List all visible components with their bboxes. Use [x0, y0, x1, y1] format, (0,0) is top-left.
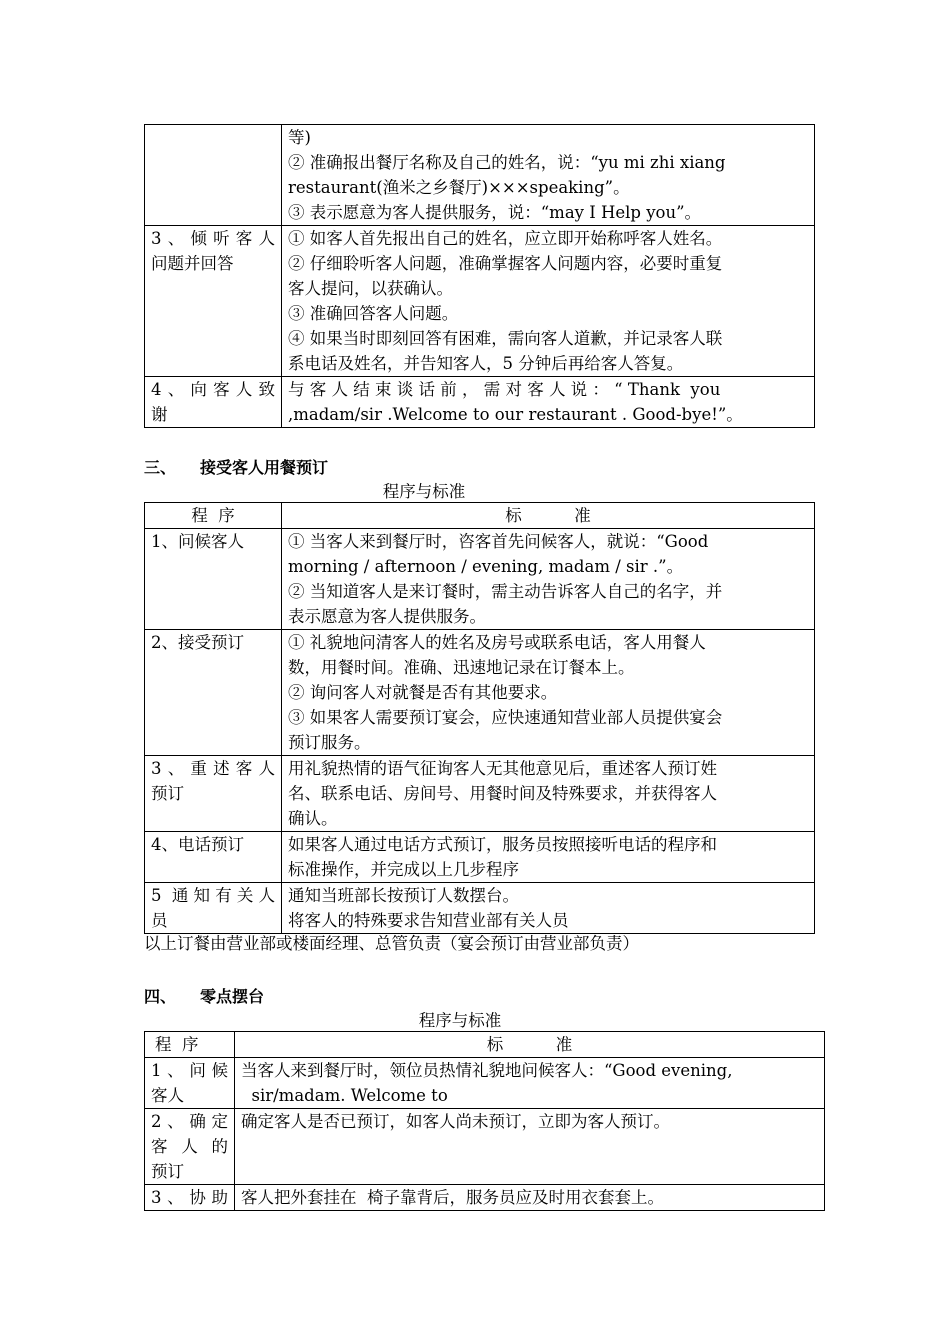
- standard-cell: 确定客人是否已预订，如客人尚未预订，立即为客人预订。: [235, 1109, 825, 1185]
- table-row: [145, 630, 815, 756]
- standard-cell: 等) ② 准确报出餐厅名称及自己的姓名，说：“yu mi zhi xiang restaurant(渔米之乡餐厅)×××speaking”。 ③ 表示愿意为客人提供服务，说：“may I Help you”。: [282, 125, 815, 226]
- section-title: 接受客人用餐预订: [200, 458, 329, 477]
- table-row: [145, 529, 815, 630]
- table-row: [145, 1185, 825, 1211]
- procedure-cell: 4、向客人致 谢: [145, 377, 282, 428]
- table-row: [145, 756, 815, 832]
- table-row: [145, 1058, 825, 1109]
- standard-cell: ① 如客人首先报出自己的姓名，应立即开始称呼客人姓名。 ② 仔细聆听客人问题，准确掌握客人问题内容，必要时重复 客人提问，以获确认。 ③ 准确回答客人问题。 ④ 如果当时即刻回答有困难，需向客人道歉，并记录客人联 系电话及姓名，并告知客人，5 分钟后再给客人答复。: [282, 226, 815, 377]
- procedure-cell: 2、确定 客 人 的 预订: [145, 1109, 235, 1185]
- standard-cell: ① 礼貌地问清客人的姓名及房号或联系电话，客人用餐人 数，用餐时间。准确、迅速地记录在订餐本上。 ② 询问客人对就餐是否有其他要求。 ③ 如果客人需要预订宴会，应快速通知营业部人员提供宴会 预订服务。: [282, 630, 815, 756]
- standard-cell: 客人把外套挂在 椅子靠背后，服务员应及时用衣套套上。: [235, 1185, 825, 1211]
- header-procedure: 程 序: [145, 1032, 235, 1058]
- table-row: [145, 125, 815, 226]
- procedure-cell: 5 通知有关人 员: [145, 883, 282, 934]
- table-row: [145, 883, 815, 934]
- section-heading: [144, 984, 264, 1007]
- table-caption: 程序与标准: [382, 482, 466, 501]
- procedure-cell: 4、电话预订: [145, 832, 282, 883]
- procedure-cell: 3、倾听客人 问题并回答: [145, 226, 282, 377]
- responsibility-note: 以上订餐由营业部或楼面经理、总管负责（宴会预订由营业部负责）: [144, 934, 639, 953]
- standard-cell: 用礼貌热情的语气征询客人无其他意见后，重述客人预订姓 名、联系电话、房间号、用餐时间及特殊要求，并获得客人 确认。: [282, 756, 815, 832]
- table-setting-table: [144, 1031, 825, 1211]
- section-heading: [144, 455, 328, 478]
- standard-cell: 如果客人通过电话方式预订，服务员按照接听电话的程序和 标准操作，并完成以上几步程序: [282, 832, 815, 883]
- standard-cell: 与 客 人 结 束 谈 话 前 ， 需 对 客 人 说 ： “ Thank you ,madam/sir .Welcome to our restaurant . Good-bye!”。: [282, 377, 815, 428]
- table-row: [145, 1109, 825, 1185]
- procedure-cell: 3、重述客人 预订: [145, 756, 282, 832]
- procedure-cell: 1、问候客人: [145, 529, 282, 630]
- section-number: 四、: [144, 987, 177, 1006]
- header-procedure: 程 序: [145, 503, 282, 529]
- procedure-cell: 2、接受预订: [145, 630, 282, 756]
- table-caption: 程序与标准: [418, 1011, 502, 1030]
- table-row: [145, 226, 815, 377]
- section-number: 三、: [144, 458, 177, 477]
- procedure-cell: 3、协助: [145, 1185, 235, 1211]
- standard-cell: ① 当客人来到餐厅时，咨客首先问候客人，就说：“Good morning / afternoon / evening, madam / sir .”。 ② 当知道客人是来订餐时，需主动告诉客人自己的名字，并 表示愿意为客人提供服务。: [282, 529, 815, 630]
- table-continuation: [144, 124, 815, 428]
- standard-cell: 通知当班部长按预订人数摆台。 将客人的特殊要求告知营业部有关人员: [282, 883, 815, 934]
- standard-cell: 当客人来到餐厅时，领位员热情礼貌地问候客人：“Good evening, sir/madam. Welcome to: [235, 1058, 825, 1109]
- reservation-table: [144, 502, 815, 934]
- section-title: 零点摆台: [200, 987, 265, 1006]
- procedure-cell: [145, 125, 282, 226]
- header-standard: 标 准: [235, 1032, 825, 1058]
- header-standard: 标 准: [282, 503, 815, 529]
- table-header-row: [145, 503, 815, 529]
- procedure-cell: 1、问候 客人: [145, 1058, 235, 1109]
- table-row: [145, 832, 815, 883]
- table-row: [145, 377, 815, 428]
- table-header-row: [145, 1032, 825, 1058]
